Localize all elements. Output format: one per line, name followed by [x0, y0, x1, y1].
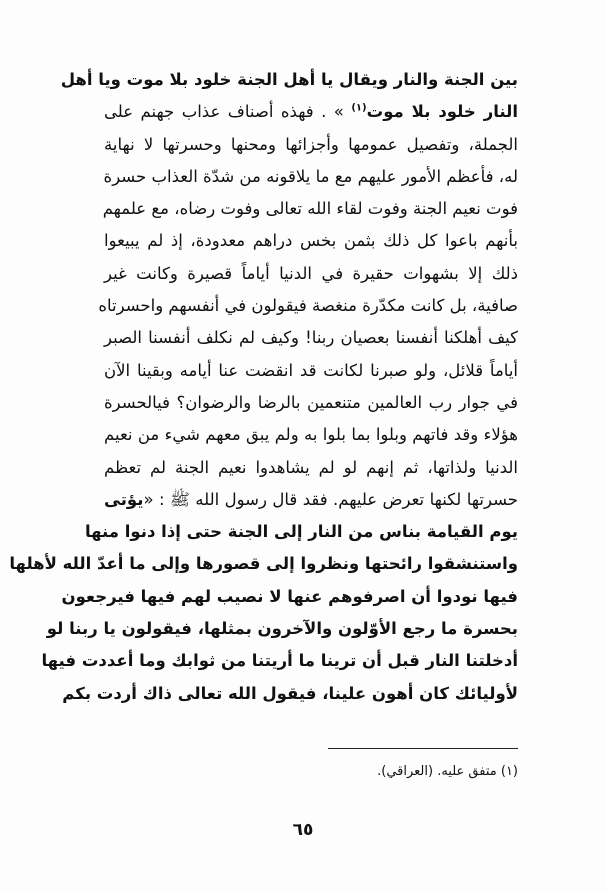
footnote-separator: [328, 748, 518, 749]
text-line: [104, 258, 518, 290]
text-fragment: أياماً قلائل، ولو صبرنا لكانت قد انقضت عنا أيامه وبقينا الآن: [104, 360, 518, 380]
text-line: [104, 419, 518, 451]
text-fragment: بحسرة ما رجع الأوّلون والآخرون بمثلها، فيقولون يا ربنا لو: [46, 619, 518, 639]
text-fragment: بين الجنة والنار ويقال يا أهل الجنة خلود بلا موت ويا أهل: [60, 70, 518, 89]
text-fragment: فيها نودوا أن اصرفوهم عنها لا نصيب لهم فيها فيرجعون: [61, 586, 518, 606]
text-fragment: » . فهذه أصناف عذاب جهنم على: [104, 102, 352, 122]
text-fragment: الدنيا ولذاتها، ثم إنهم لو لم يشاهدوا نعيم الجنة لم تعظم: [104, 457, 518, 477]
text-line: [104, 129, 518, 161]
text-fragment: أدخلتنا النار قبل أن ترينا ما أريتنا من ثوابك وما أعددت فيها: [41, 651, 518, 671]
text-line: [104, 387, 518, 419]
text-line: [62, 678, 518, 710]
text-fragment: هؤلاء وقد فاتهم وبلوا بما بلوا به ولم يبق معهم شيء من نعيم: [104, 425, 518, 445]
text-fragment: يؤتى: [104, 489, 144, 509]
text-line: [9, 548, 518, 580]
text-line: [104, 322, 518, 354]
text-line: [61, 581, 518, 613]
footnote: (١) متفق عليه. (العراقي).: [377, 764, 518, 779]
text-fragment: حسرتها لكنها تعرض عليهم. فقد قال رسول الله ﷺ : «: [143, 489, 518, 509]
text-line: [104, 355, 518, 387]
text-fragment: واستنشقوا رائحتها ونظروا إلى قصورها وإلى ما أعدّ الله لأهلها: [9, 554, 518, 574]
page-number: ٦٥: [292, 820, 314, 840]
text-line: [104, 452, 518, 484]
text-fragment: في جوار رب العالمين متنعمين بالرضا والرضوان؟ فيالحسرة: [104, 392, 518, 412]
text-line: [60, 64, 518, 96]
text-line: [104, 161, 518, 193]
main-text-block: [9, 64, 518, 710]
text-fragment: النار خلود بلا موت: [366, 102, 518, 122]
text-fragment: له، فأعظم الأمور عليهم مع ما يلاقونه من شدّة العذاب حسرة: [103, 166, 518, 186]
text-line: [104, 193, 518, 225]
text-fragment: بأنهم باعوا كل ذلك بثمن بخس دراهم معدودة، إذ لم يبيعوا: [104, 231, 518, 251]
text-line: [46, 613, 518, 645]
footnote-marker: (١): [351, 102, 367, 114]
text-line: [98, 290, 518, 322]
text-fragment: فوت نعيم الجنة وفوت لقاء الله تعالى وفوت رضاه، مع علمهم: [102, 199, 518, 219]
text-fragment: الجملة، وتفصيل عمومها وأجزائها ومحنها وحسرتها لا نهاية: [104, 134, 518, 154]
text-line: [41, 645, 518, 677]
text-fragment: صافية، بل كانت مكدّرة منغصة فيقولون في أنفسهم واحسرتاه: [98, 296, 518, 316]
text-fragment: يوم القيامة بناس من النار إلى الجنة حتى إذا دنوا منها: [84, 522, 518, 542]
text-line: [104, 96, 518, 128]
text-fragment: كيف أهلكنا أنفسنا بعصيان ربنا! وكيف لم نكلف أنفسنا الصبر: [104, 328, 518, 348]
text-line: [104, 225, 518, 257]
text-fragment: لأوليائك كان أهون علينا، فيقول الله تعالى ذاك أردت بكم: [62, 683, 518, 703]
text-line: [104, 484, 518, 516]
text-line: [84, 516, 518, 548]
text-fragment: ذلك إلا بشهوات حقيرة في الدنيا أياماً قصيرة وكانت غير: [104, 263, 518, 283]
